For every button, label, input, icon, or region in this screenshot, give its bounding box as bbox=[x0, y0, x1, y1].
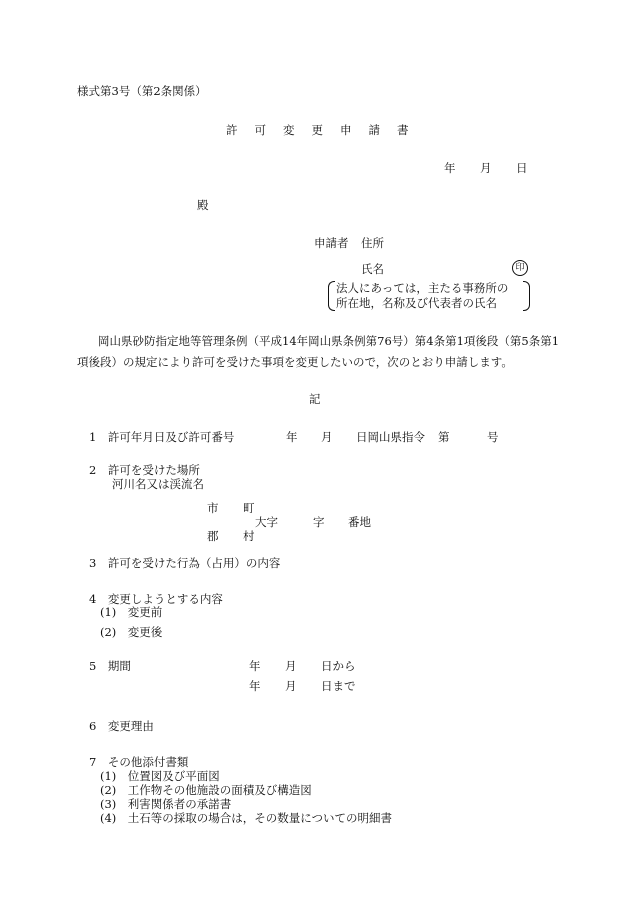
date-day-label: 日 bbox=[516, 161, 528, 175]
corporate-note bbox=[336, 281, 522, 311]
ki-heading: 記 bbox=[309, 392, 321, 406]
item5-from-day: 日から bbox=[321, 659, 356, 673]
item2-river-label: 河川名又は渓流名 bbox=[112, 477, 204, 491]
item7-attachment-1: (1) 位置図及び平面図 bbox=[100, 769, 220, 783]
applicant-label: 申請者 bbox=[314, 236, 349, 250]
form-number: 様式第3号（第2条関係） bbox=[77, 84, 207, 98]
item2-son: 村 bbox=[243, 529, 255, 543]
item5-from-year: 年 bbox=[249, 659, 261, 673]
item5-to-year: 年 bbox=[249, 679, 261, 693]
corporate-note-line1: 法人にあっては，主たる事務所の bbox=[336, 281, 509, 295]
item7-label: 7 その他添付書類 bbox=[89, 755, 189, 769]
item1-year: 年 bbox=[286, 430, 298, 444]
item2-gun: 郡 bbox=[207, 529, 219, 543]
item7-attachment-3: (3) 利害関係者の承諾書 bbox=[100, 797, 232, 811]
page-title: 許可変更申請書 bbox=[226, 123, 426, 137]
date-month-label: 月 bbox=[480, 161, 492, 175]
item7-attachment-4: (4) 土石等の採取の場合は，その数量についての明細書 bbox=[100, 811, 393, 825]
item6-label: 6 変更理由 bbox=[89, 719, 154, 733]
item2-aza: 字 bbox=[313, 515, 325, 529]
item1-label: 1 許可年月日及び許可番号 bbox=[89, 430, 235, 444]
item5-from-month: 月 bbox=[285, 659, 297, 673]
left-brace bbox=[328, 281, 335, 311]
right-brace bbox=[523, 281, 530, 311]
item4-before: (1) 変更前 bbox=[100, 605, 163, 619]
item2-banchi: 番地 bbox=[348, 515, 371, 529]
item4-label: 4 変更しようとする内容 bbox=[89, 592, 223, 606]
item5-to-day: 日まで bbox=[321, 679, 356, 693]
item2-label: 2 許可を受けた場所 bbox=[89, 463, 200, 477]
body-text-line1: 岡山県砂防指定地等管理条例（平成14年岡山県条例第76号）第4条第1項後段（第5条第1 bbox=[98, 334, 560, 348]
body-text-line2: 項後段）の規定により許可を受けた事項を変更したいので，次のとおり申請します。 bbox=[77, 355, 513, 369]
seal-mark: 印 bbox=[512, 260, 528, 276]
applicant-address-label: 住所 bbox=[361, 236, 384, 250]
item2-oaza: 大字 bbox=[255, 515, 278, 529]
applicant-name-label: 氏名 bbox=[361, 262, 384, 276]
item1-month: 月 bbox=[321, 430, 333, 444]
date-year-label: 年 bbox=[444, 161, 456, 175]
item1-go: 号 bbox=[487, 430, 499, 444]
item4-after: (2) 変更後 bbox=[100, 625, 163, 639]
addressee-suffix: 殿 bbox=[197, 198, 209, 212]
item5-label: 5 期間 bbox=[89, 659, 131, 673]
item2-cho: 町 bbox=[243, 501, 255, 515]
item3-label: 3 許可を受けた行為（占用）の内容 bbox=[89, 556, 281, 570]
item7-attachment-2: (2) 工作物その他施設の面積及び構造図 bbox=[100, 783, 312, 797]
item1-dai: 第 bbox=[438, 430, 450, 444]
item1-day-issuer: 日岡山県指令 bbox=[356, 430, 425, 444]
item2-shi: 市 bbox=[207, 501, 219, 515]
corporate-note-line2: 所在地，名称及び代表者の氏名 bbox=[336, 296, 497, 310]
item5-to-month: 月 bbox=[285, 679, 297, 693]
